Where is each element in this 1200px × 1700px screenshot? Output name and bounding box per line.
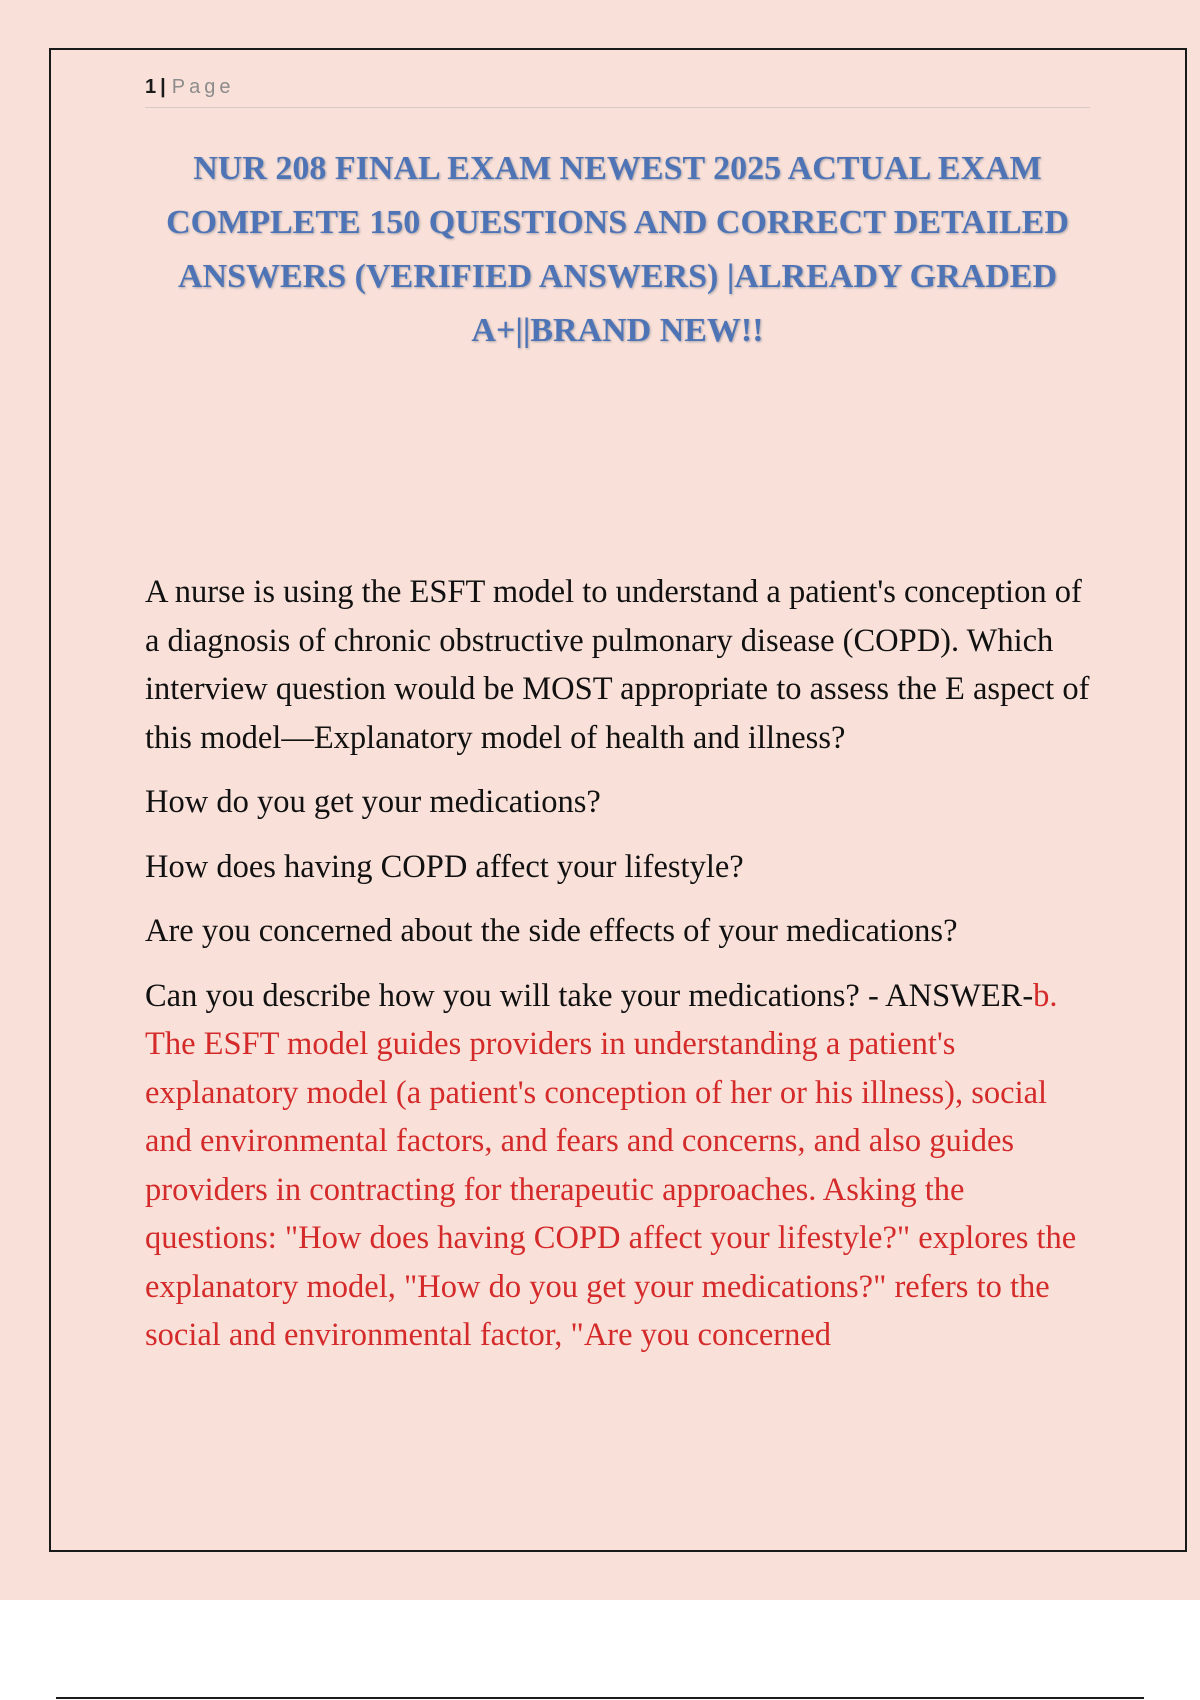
page-separator: | [160, 76, 166, 98]
document-title: NUR 208 FINAL EXAM NEWEST 2025 ACTUAL EXAM COMPLETE 150 QUESTIONS AND CORRECT DETAILED ANSWERS (VERIFIED ANSWERS) |ALREADY GRADED A+||BRAND NEW!! [166, 150, 1069, 349]
option-1: How do you get your medications? [145, 784, 601, 820]
page-number: 1 [145, 76, 157, 98]
answer-explanation: b. The ESFT model guides providers in understanding a patient's explanatory model (a patient's conception of her or his illness), social and environmental factors, and fears and concerns, and also guides providers in contracting for therapeutic approaches. Asking the questions: "How does having COPD affect your lifestyle?" explores the explanatory model, "How do you get your medications?" refers to the social and environmental factor, "Are you concerned [145, 977, 1077, 1353]
next-page-border [56, 1697, 1144, 1699]
question-block [145, 568, 1090, 1376]
option-3: Are you concerned about the side effects of your medications? [145, 913, 958, 949]
question-stem: A nurse is using the ESFT model to understand a patient's conception of a diagnosis of chronic obstructive pulmonary disease (COPD). Which interview question would be MOST appropriate to assess the E aspect of this model—Explanatory model of health and illness? [145, 574, 1090, 756]
option-4: Can you describe how you will take your medications? - [145, 977, 879, 1014]
page-header [145, 74, 1090, 108]
page-label: Page [171, 76, 235, 98]
option-2: How does having COPD affect your lifestyle? [145, 848, 744, 885]
option-4-with-answer [145, 972, 1090, 1360]
answer-label: ANSWER- [885, 977, 1034, 1014]
